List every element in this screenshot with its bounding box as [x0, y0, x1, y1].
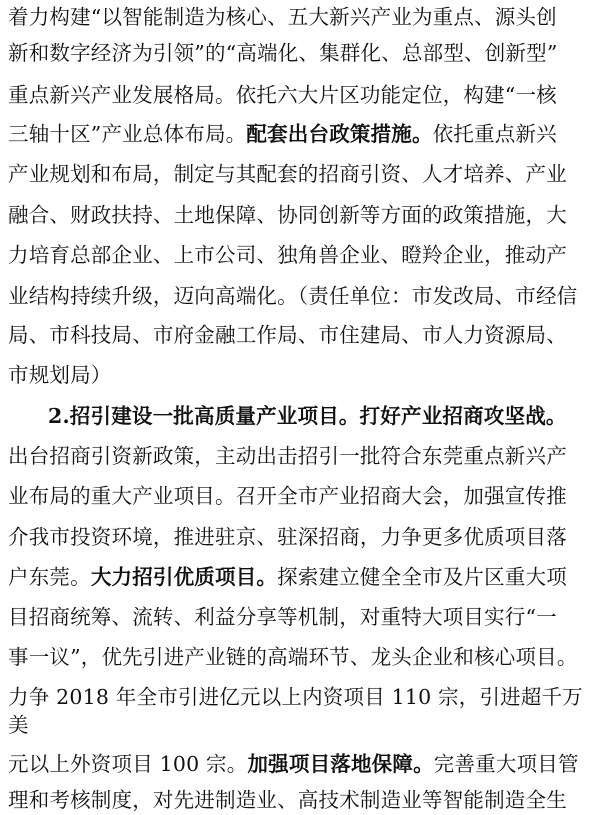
text-line-1 — [8, 2, 557, 32]
text-run: 目招商统筹、流转、利益分享等机制，对重特大项目实行“一 — [8, 605, 557, 629]
text-line-7 — [8, 240, 567, 270]
text-line-15 — [8, 562, 567, 592]
text-line-14 — [8, 522, 567, 552]
text-run: 业布局的重大产业项目。召开全市产业招商大会，加强宣传推 — [8, 484, 567, 508]
text-run: 事一议”，优先引进产业链的高端环节、龙头企业和核心项目。 — [8, 645, 578, 669]
text-line-18 — [8, 682, 583, 712]
text-run: 新和数字经济为引领”的“高端化、集群化、总部型、创新型” — [8, 41, 558, 65]
text-run: 元以上外资项目 100 宗。 — [8, 752, 248, 776]
text-line-13 — [8, 481, 567, 511]
text-run: 理和考核制度，对先进制造业、高技术制造业等智能制造全生 — [8, 788, 567, 812]
text-line-9 — [8, 320, 567, 350]
text-run: 业结构持续升级，迈向高端化。（责任单位：市发改局、市经信 — [8, 284, 578, 308]
bold-heading-landing: 加强项目落地保障。 — [247, 752, 434, 776]
text-run: 三轴十区”产业总体布局。 — [8, 122, 247, 146]
text-run: 出台招商引资新政策，主动出击招引一批符合东莞重点新兴产 — [8, 444, 567, 468]
bold-heading-attract: 大力招引优质项目。 — [90, 565, 278, 589]
text-run: 依托重点新兴 — [432, 122, 557, 146]
text-run: 美 — [8, 713, 29, 737]
text-line-19 — [8, 710, 29, 740]
text-line-8 — [8, 281, 577, 311]
text-run: 产业规划和布局，制定与其配套的招商引资、人才培养、产业 — [8, 162, 567, 186]
section-heading-2 — [48, 401, 567, 431]
text-run: 市规划局） — [8, 363, 112, 387]
text-line-6 — [8, 200, 567, 230]
text-line-4 — [8, 119, 557, 149]
text-line-12 — [8, 441, 567, 471]
text-run: 融合、财政扶持、土地保障、协同创新等方面的政策措施，大 — [8, 203, 567, 227]
text-line-2 — [8, 38, 558, 68]
text-line-16 — [8, 602, 557, 632]
text-line-5 — [8, 159, 567, 189]
bold-heading-policy: 配套出台政策措施。 — [246, 122, 433, 146]
text-line-17 — [8, 642, 578, 672]
bold-heading-projects: 2.招引建设一批高质量产业项目。打好产业招商攻坚战。 — [48, 404, 567, 428]
text-run: 完善重大项目管 — [433, 752, 579, 776]
text-line-21 — [8, 785, 567, 815]
text-run: 探索建立健全全市及片区重大项 — [277, 565, 567, 589]
text-line-20 — [8, 749, 579, 779]
text-run: 户东莞。 — [8, 565, 91, 589]
text-run: 着力构建“以智能制造为核心、五大新兴产业为重点、源头创 — [8, 5, 557, 29]
text-run: 重点新兴产业发展格局。依托六大片区功能定位，构建“一核 — [8, 83, 557, 107]
text-run: 力培育总部企业、上市公司、独角兽企业、瞪羚企业，推动产 — [8, 243, 567, 267]
text-line-3 — [8, 80, 557, 110]
text-line-10 — [8, 360, 112, 390]
text-run: 局、市科技局、市府金融工作局、市住建局、市人力资源局、 — [8, 323, 567, 347]
text-run: 介我市投资环境，推进驻京、驻深招商，力争更多优质项目落 — [8, 525, 567, 549]
text-run: 力争 2018 年全市引进亿元以上内资项目 110 宗，引进超千万 — [8, 685, 583, 709]
